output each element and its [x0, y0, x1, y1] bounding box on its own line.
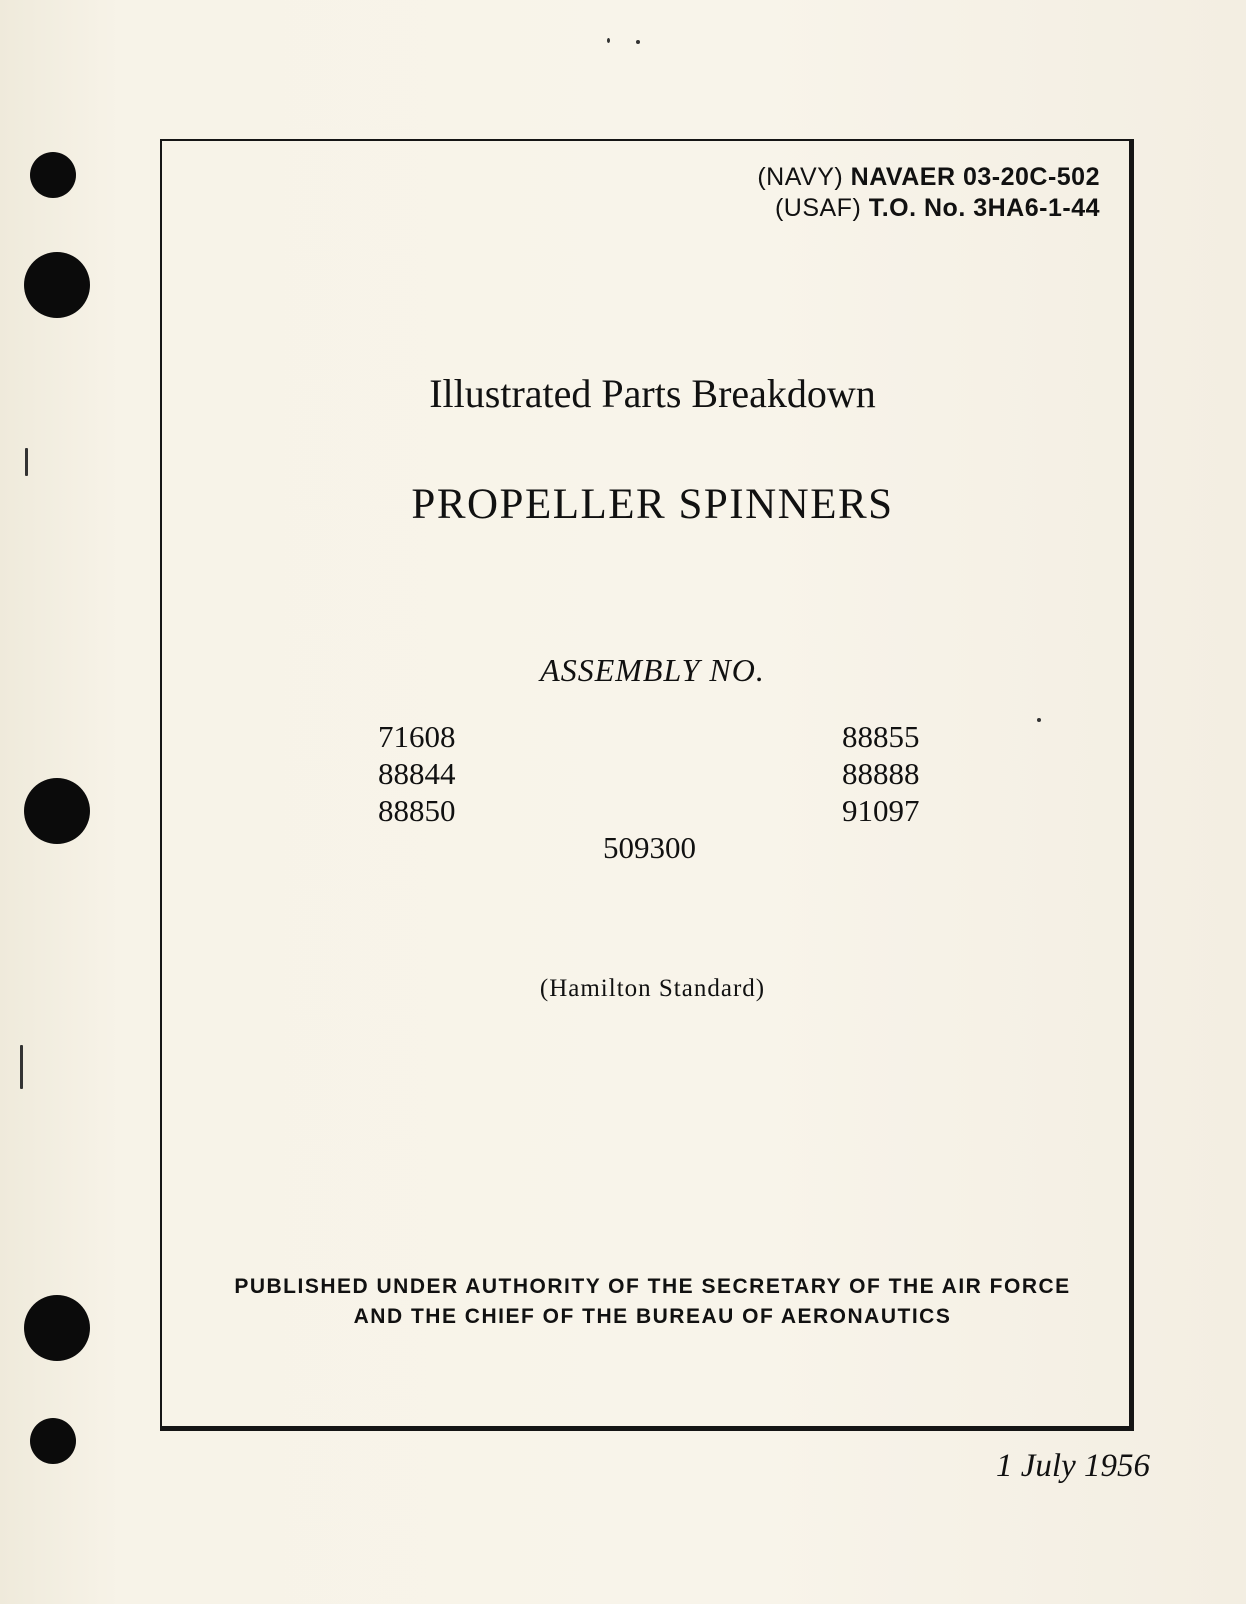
paper-speck — [607, 38, 610, 43]
assembly-number: 88844 — [378, 756, 456, 791]
assembly-number: 88850 — [378, 793, 456, 828]
publication-date: 1 July 1956 — [996, 1448, 1150, 1484]
document-subtitle: Illustrated Parts Breakdown — [429, 371, 876, 416]
usaf-document-number — [775, 194, 1100, 223]
navy-number: NAVAER 03-20C-502 — [850, 163, 1100, 191]
usaf-prefix: (USAF) — [774, 194, 862, 222]
authority-statement-line-2: AND THE CHIEF OF THE BUREAU OF AERONAUTICS — [353, 1305, 952, 1328]
punch-hole — [30, 152, 76, 198]
paper-speck — [636, 40, 640, 44]
navy-document-number — [757, 163, 1100, 192]
authority-statement-line-1: PUBLISHED UNDER AUTHORITY OF THE SECRETARY OF THE AIR FORCE — [234, 1275, 1071, 1298]
paper-speck — [20, 1045, 23, 1089]
manufacturer: (Hamilton Standard) — [539, 975, 766, 1002]
assembly-numbers-right — [842, 718, 920, 829]
punch-hole — [30, 1418, 76, 1464]
document-title: PROPELLER SPINNERS — [411, 481, 894, 528]
assembly-numbers-left — [378, 718, 456, 829]
navy-prefix: (NAVY) — [757, 163, 844, 191]
usaf-number: T.O. No. 3HA6-1-44 — [868, 194, 1100, 222]
assembly-heading: ASSEMBLY NO. — [540, 652, 765, 688]
punch-hole — [24, 252, 90, 318]
paper-speck — [25, 448, 28, 476]
punch-hole — [24, 778, 90, 844]
assembly-number-center: 509300 — [603, 830, 696, 865]
assembly-number: 71608 — [378, 719, 456, 754]
assembly-number: 88855 — [842, 719, 920, 754]
assembly-number: 88888 — [842, 756, 920, 791]
document-frame — [160, 139, 1134, 1431]
assembly-number: 91097 — [842, 793, 920, 828]
